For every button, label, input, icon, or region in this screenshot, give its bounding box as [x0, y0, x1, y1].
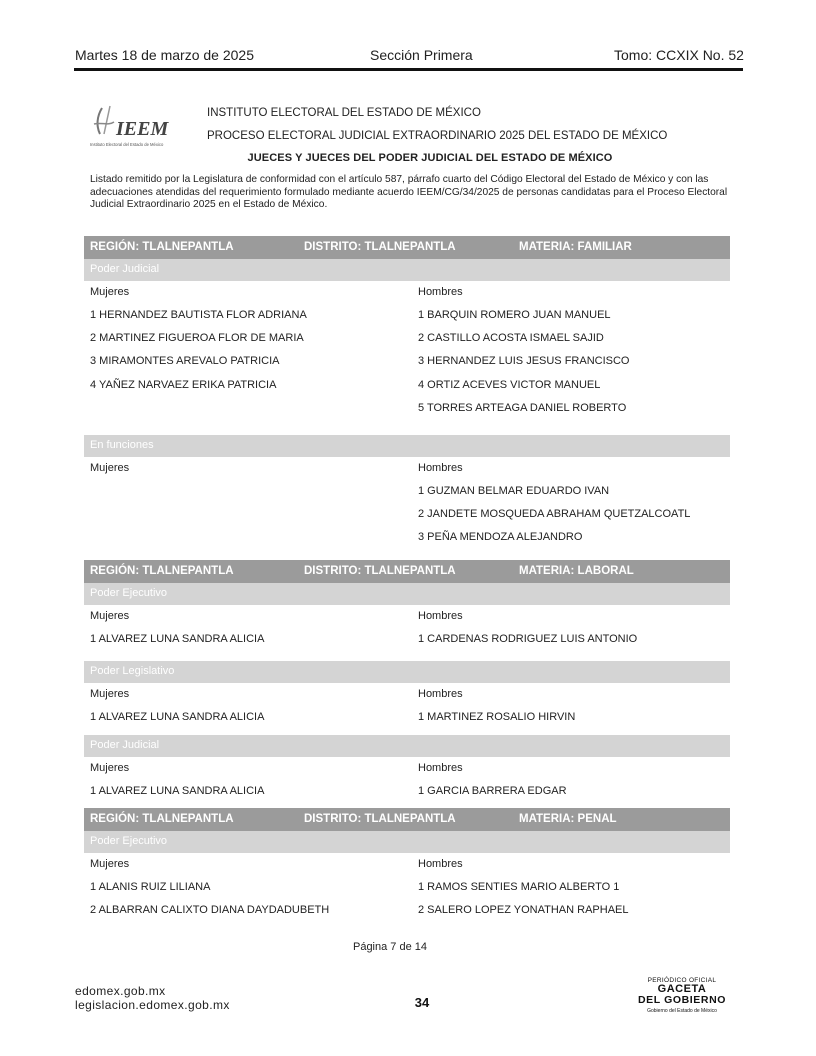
candidate-hombre: 1 GUZMAN BELMAR EDUARDO IVAN	[418, 485, 610, 497]
group-header: Poder Judicial	[84, 259, 730, 281]
header-section: Sección Primera	[370, 47, 473, 63]
mujeres-label: Mujeres	[90, 762, 130, 774]
site-link-edomex[interactable]: edomex.gob.mx	[75, 984, 166, 998]
candidate-hombre: 2 CASTILLO ACOSTA ISMAEL SAJID	[418, 332, 604, 344]
mujeres-label: Mujeres	[90, 286, 130, 298]
mujeres-label: Mujeres	[90, 858, 130, 870]
candidate-hombre: 2 JANDETE MOSQUEDA ABRAHAM QUETZALCOATL	[418, 508, 691, 520]
group-header: Poder Judicial	[84, 735, 730, 757]
candidate-mujer: 1 ALANIS RUIZ LILIANA	[90, 881, 211, 893]
candidate-mujer: 2 MARTINEZ FIGUEROA FLOR DE MARIA	[90, 332, 304, 344]
mujeres-label: Mujeres	[90, 462, 130, 474]
region-label: REGIÓN: TLALNEPANTLA	[90, 241, 234, 253]
process-name: PROCESO ELECTORAL JUDICIAL EXTRAORDINARIO 2025 DEL ESTADO DE MÉXICO	[207, 130, 668, 142]
candidate-mujer: 3 MIRAMONTES AREVALO PATRICIA	[90, 355, 280, 367]
candidate-mujer: 1 ALVAREZ LUNA SANDRA ALICIA	[90, 785, 265, 797]
site-link-legislacion[interactable]: legislacion.edomex.gob.mx	[75, 998, 230, 1012]
section-header-laboral	[84, 560, 730, 583]
header-rule	[74, 68, 743, 71]
candidate-mujer: 1 HERNANDEZ BAUTISTA FLOR ADRIANA	[90, 309, 307, 321]
candidate-hombre: 1 CARDENAS RODRIGUEZ LUIS ANTONIO	[418, 633, 638, 645]
candidate-hombre: 1 GARCIA BARRERA EDGAR	[418, 785, 567, 797]
ieem-logo	[88, 104, 188, 152]
document-title: JUECES Y JUECES DEL PODER JUDICIAL DEL ESTADO DE MÉXICO	[247, 152, 613, 164]
folio-number: 34	[414, 995, 430, 1010]
section-header-familiar	[84, 236, 730, 259]
svg-text:Instituto Electoral del Estado: Instituto Electoral del Estado de México	[90, 142, 164, 147]
distrito-label: DISTRITO: TLALNEPANTLA	[304, 813, 456, 825]
candidate-hombre: 1 BARQUIN ROMERO JUAN MANUEL	[418, 309, 611, 321]
candidate-hombre: 4 ORTIZ ACEVES VICTOR MANUEL	[418, 379, 601, 391]
materia-label: MATERIA: FAMILIAR	[519, 241, 632, 253]
hombres-label: Hombres	[418, 610, 463, 622]
gaceta-logo	[630, 977, 734, 1014]
page-number: Página 7 de 14	[352, 941, 427, 953]
group-header: Poder Ejecutivo	[84, 583, 730, 605]
header-tome: Tomo: CCXIX No. 52	[614, 47, 744, 63]
gaceta-sub: Gobierno del Estado de México	[647, 1008, 717, 1014]
candidate-mujer: 1 ALVAREZ LUNA SANDRA ALICIA	[90, 633, 265, 645]
mujeres-label: Mujeres	[90, 688, 130, 700]
distrito-label: DISTRITO: TLALNEPANTLA	[304, 241, 456, 253]
materia-label: MATERIA: LABORAL	[519, 565, 634, 577]
hombres-label: Hombres	[418, 858, 463, 870]
candidate-hombre: 1 MARTINEZ ROSALIO HIRVIN	[418, 711, 576, 723]
hombres-label: Hombres	[418, 462, 463, 474]
candidate-mujer: 2 ALBARRAN CALIXTO DIANA DAYDADUBETH	[90, 904, 330, 916]
candidate-mujer: 4 YAÑEZ NARVAEZ ERIKA PATRICIA	[90, 379, 277, 391]
gaceta-bottom: DEL GOBIERNO	[637, 994, 727, 1006]
svg-text:IEEM: IEEM	[116, 118, 169, 140]
institute-name: INSTITUTO ELECTORAL DEL ESTADO DE MÉXICO	[207, 107, 481, 119]
materia-label: MATERIA: PENAL	[519, 813, 617, 825]
hombres-label: Hombres	[418, 762, 463, 774]
candidate-mujer: 1 ALVAREZ LUNA SANDRA ALICIA	[90, 711, 265, 723]
gaceta-top: PERIÓDICO OFICIAL	[647, 977, 717, 984]
candidate-hombre: 2 SALERO LOPEZ YONATHAN RAPHAEL	[418, 904, 629, 916]
hombres-label: Hombres	[418, 688, 463, 700]
header-date: Martes 18 de marzo de 2025	[75, 47, 254, 63]
section-header-penal	[84, 808, 730, 831]
mujeres-label: Mujeres	[90, 610, 130, 622]
gaceta-mid: GACETA	[657, 983, 707, 995]
intro-paragraph: Listado remitido por la Legislatura de conformidad con el artículo 587, párrafo cuarto del Código Electoral del Estado de México y con las adecuaciones atendidas del requerimiento formulado mediante acuerdo IEEM/CG/34/2025 de personas candidatas para el Proceso Electoral Judicial Extraordinario 2025 en el Estado de México.	[90, 174, 728, 210]
candidate-hombre: 5 TORRES ARTEAGA DANIEL ROBERTO	[418, 402, 627, 414]
hombres-label: Hombres	[418, 286, 463, 298]
candidate-hombre: 3 PEÑA MENDOZA ALEJANDRO	[418, 531, 583, 543]
group-header: Poder Legislativo	[84, 661, 730, 683]
candidate-hombre: 3 HERNANDEZ LUIS JESUS FRANCISCO	[418, 355, 630, 367]
region-label: REGIÓN: TLALNEPANTLA	[90, 813, 234, 825]
region-label: REGIÓN: TLALNEPANTLA	[90, 565, 234, 577]
group-header: En funciones	[84, 435, 730, 457]
group-header: Poder Ejecutivo	[84, 831, 730, 853]
candidate-hombre: 1 RAMOS SENTIES MARIO ALBERTO 1	[418, 881, 620, 893]
distrito-label: DISTRITO: TLALNEPANTLA	[304, 565, 456, 577]
